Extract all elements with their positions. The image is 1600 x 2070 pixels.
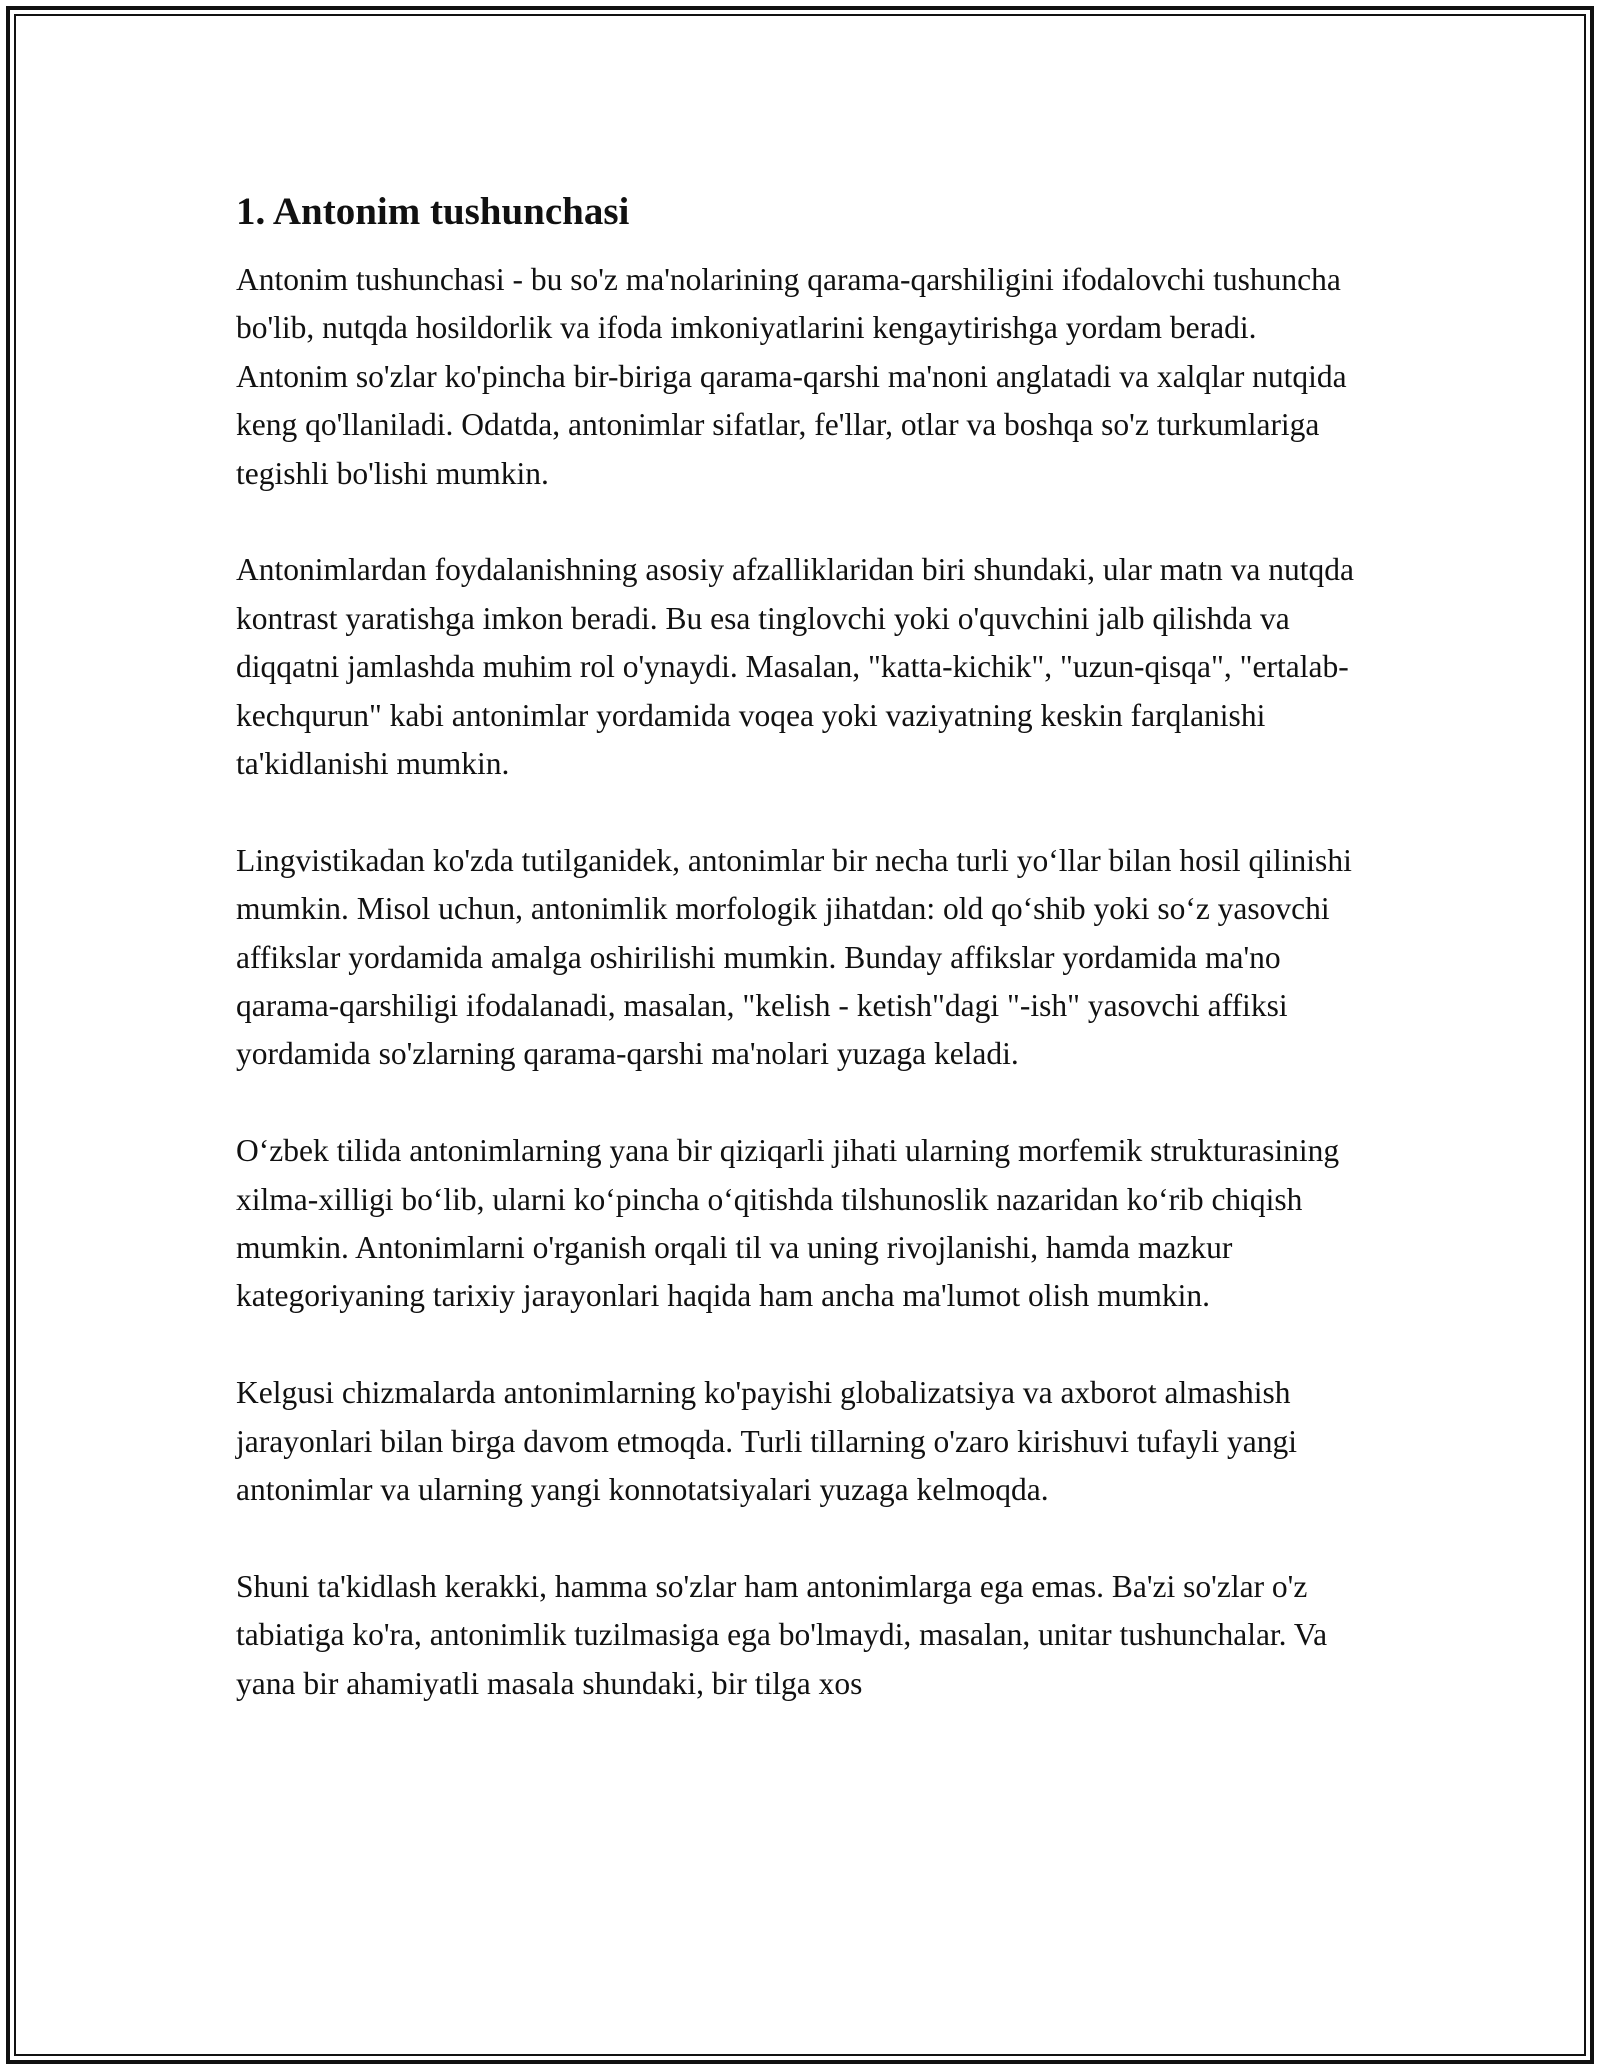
paragraph-5: Kelgusi chizmalarda antonimlarning ko'payishi globalizatsiya va axborot almashish jarayonlari bilan birga davom etmoqda. Turli tillarning o'zaro kirishuvi tufayli yangi antonimlar va ularning yangi konnotatsiyalari yuzaga kelmoqda. xyxy=(236,1375,1298,1508)
paragraph-1: Antonim tushunchasi - bu so'z ma'nolarining qarama-qarshiligini ifodalovchi tushuncha bo'lib, nutqda hosildorlik va ifoda imkoniyatlarini kengaytirishga yordam beradi. Antonim so'zlar ko'pincha bir-biriga qarama-qarshi ma'noni anglatadi va xalqlar nutqida keng qo'llaniladi. Odatda, antonimlar sifatlar, fe'llar, otlar va boshqa so'z turkumlariga tegishli bo'lishi mumkin. xyxy=(236,262,1347,491)
paragraph-6: Shuni ta'kidlash kerakki, hamma so'zlar ham antonimlarga ega emas. Ba'zi so'zlar o'z tabiatiga ko'ra, antonimlik tuzilmasiga ega bo'lmaydi, masalan, unitar tushunchalar. Va yana bir ahamiyatli masala shundaki, bir tilga xos xyxy=(236,1568,1328,1701)
section-heading: 1. Antonim tushunchasi xyxy=(236,190,630,233)
paragraph-2: Antonimlardan foydalanishning asosiy afzalliklaridan biri shundaki, ular matn va nutqda kontrast yaratishga imkon beradi. Bu esa tinglovchi yoki o'quvchini jalb qilishda va diqqatni jamlashda muhim rol o'ynaydi. Masalan, "katta-kichik", "uzun-qisqa", "ertalab-kechqurun" kabi antonimlar yordamida voqea yoki vaziyatning keskin farqlanishi ta'kidlanishi mumkin. xyxy=(236,552,1354,782)
document-body xyxy=(236,188,1366,1708)
paragraph-3: Lingvistikadan ko'zda tutilganidek, antonimlar bir necha turli yoʻllar bilan hosil qilinishi mumkin. Misol uchun, antonimlik morfologik jihatdan: old qoʻshib yoki soʻz yasovchi affikslar yordamida amalga oshirilishi mumkin. Bunday affikslar yordamida ma'no qarama-qarshiligi ifodalanadi, masalan, "kelish - ketish"dagi "-ish" yasovchi affiksi yordamida so'zlarning qarama-qarshi ma'nolari yuzaga keladi. xyxy=(236,842,1352,1072)
paragraph-4: Oʻzbek tilida antonimlarning yana bir qiziqarli jihati ularning morfemik strukturasining xilma-xilligi boʻlib, ularni koʻpincha oʻqitishda tilshunoslik nazaridan koʻrib chiqish mumkin. Antonimlarni o'rganish orqali til va uning rivojlanishi, hamda mazkur kategoriyaning tarixiy jarayonlari haqida ham ancha ma'lumot olish mumkin. xyxy=(236,1133,1340,1314)
